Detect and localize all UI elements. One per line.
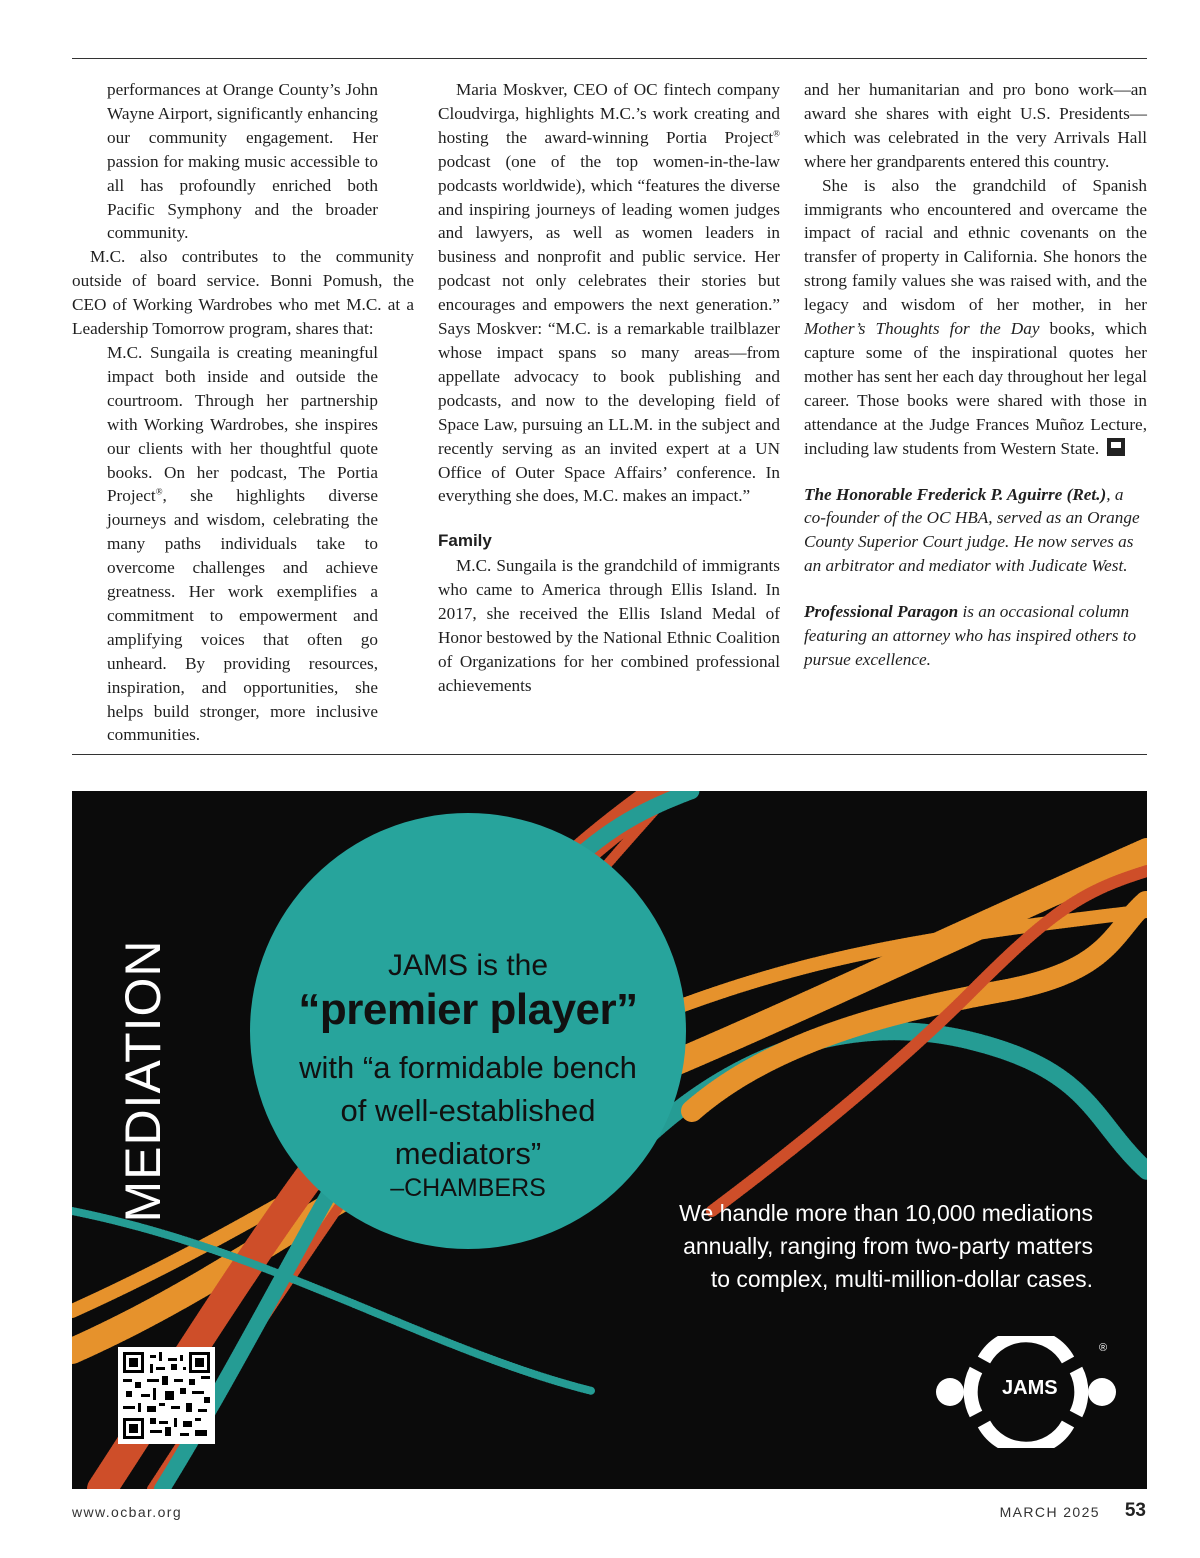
body-paragraph: and her humanitarian and pro bono work—an award she shares with eight U.S. Presidents—which was celebrated in the very Arrivals Hall where her grandparents entered this country. [804,80,1147,171]
section-heading: Family [438,531,492,551]
article-column-1 [72,78,414,747]
page-number: 53 [1124,1500,1146,1521]
footer-website[interactable]: www.ocbar.org [72,1504,183,1520]
article-column-2 [438,78,780,698]
footer-issue: MARCH 2025 [999,1504,1100,1520]
section-rule [72,754,1147,755]
quote-body: with “a formidable bench of well-established mediators” [299,1050,637,1171]
registered-mark: ® [1099,1342,1108,1354]
article-column-3 [804,78,1147,672]
top-rule [72,58,1147,59]
jams-logo-text: JAMS [1002,1377,1058,1399]
quote-source: –CHAMBERS [390,1174,546,1202]
body-paragraph: M.C. also contributes to the community outside of board service. Bonni Pomush, the CEO of Working Wardrobes who met M.C. at a Leadership Tomorrow program, shares that: [72,247,414,339]
ad-body-text: We handle more than 10,000 mediations annually, ranging from two-party matters to complex, multi-million-dollar cases. [679,1200,1093,1292]
jams-advertisement[interactable]: MEDIATION JAMS is the “premier player” with “a formidable bench of well-established mediators” –CHAMBERS We handle more than 10,000 mediations annually, ranging from two-party matters to complex, multi-million-dollar cases. JAMS ® [72,791,1147,1489]
quote-circle [250,813,686,1249]
qr-code-icon[interactable] [118,1347,215,1444]
jams-logo[interactable] [936,1336,1116,1448]
quote-paragraph: M.C. Sungaila is creating meaningful impact both inside and outside the courtroom. Through her partnership with Working Wardrobes, she inspires our clients with her thoughtful quote books. On her podcast, The Portia Project®, she highlights diverse journeys and wisdom, celebrating the many paths individuals take to overcome challenges and achieve greatness. Her work exemplifies a commitment to empowerment and amplifying voices that often go unheard. By providing resources, inspiration, and opportunities, she helps build stronger, more inclusive communities. [107,342,378,745]
author-bio: The Honorable Frederick P. Aguirre (Ret.), a co-founder of the OC HBA, served as an Orange County Superior Court judge. He now serves as an arbitrator and mediator with Judicate West. [804,484,1140,576]
quote-headline: “premier player” [298,985,638,1034]
column-note: Professional Paragon is an occasional column featuring an attorney who has inspired others to pursue excellence. [804,602,1137,669]
body-paragraph: M.C. Sungaila is the grandchild of immigrants who came to America through Ellis Island. In 2017, she received the Ellis Island Medal of Honor bestowed by the National Ethnic Coalition of Organizations for her combined professional achievements [438,556,780,695]
quote-intro: JAMS is the [387,949,549,982]
body-paragraph: She is also the grandchild of Spanish immigrants who encountered and overcame the impact of racial and ethnic covenants on the transfer of property in California. She honors the strong family values she was raised with, and the legacy and wisdom of her mother, in her Mother’s Thoughts for the Day books, which capture some of the inspirational quotes her mother has sent her each day throughout her legal career. Those books were shared with those in attendance at the Judge Frances Muñoz Lecture, including law students from Western State. [804,175,1147,458]
quote-paragraph: performances at Orange County’s John Wayne Airport, significantly enhancing our community engagement. Her passion for making music accessible to all has profoundly enriched both Pacific Symphony and the broader community. [107,80,378,243]
ocba-end-mark-icon [1107,438,1125,456]
body-paragraph: Maria Moskver, CEO of OC fintech company Cloudvirga, highlights M.C.’s work creating and hosting the award-winning Portia Project® podcast (one of the top women-in-the-law podcasts worldwide), which “features the diverse and inspiring journeys of leading women judges and lawyers, as well as women leaders in business and nonprofit and public service. Her podcast not only celebrates their stories but encourages and empowers the next generation.” Says Moskver: “M.C. is a remarkable trailblazer whose impact spans so many areas—from appellate advocacy to book publishing and podcasts, and now to the developing field of Space Law, pursuing an LL.M. in the subject and recently serving as an invited expert at a UN Office of Outer Space Affairs’ conference. In everything she does, M.C. makes an impact.” [438,80,780,506]
